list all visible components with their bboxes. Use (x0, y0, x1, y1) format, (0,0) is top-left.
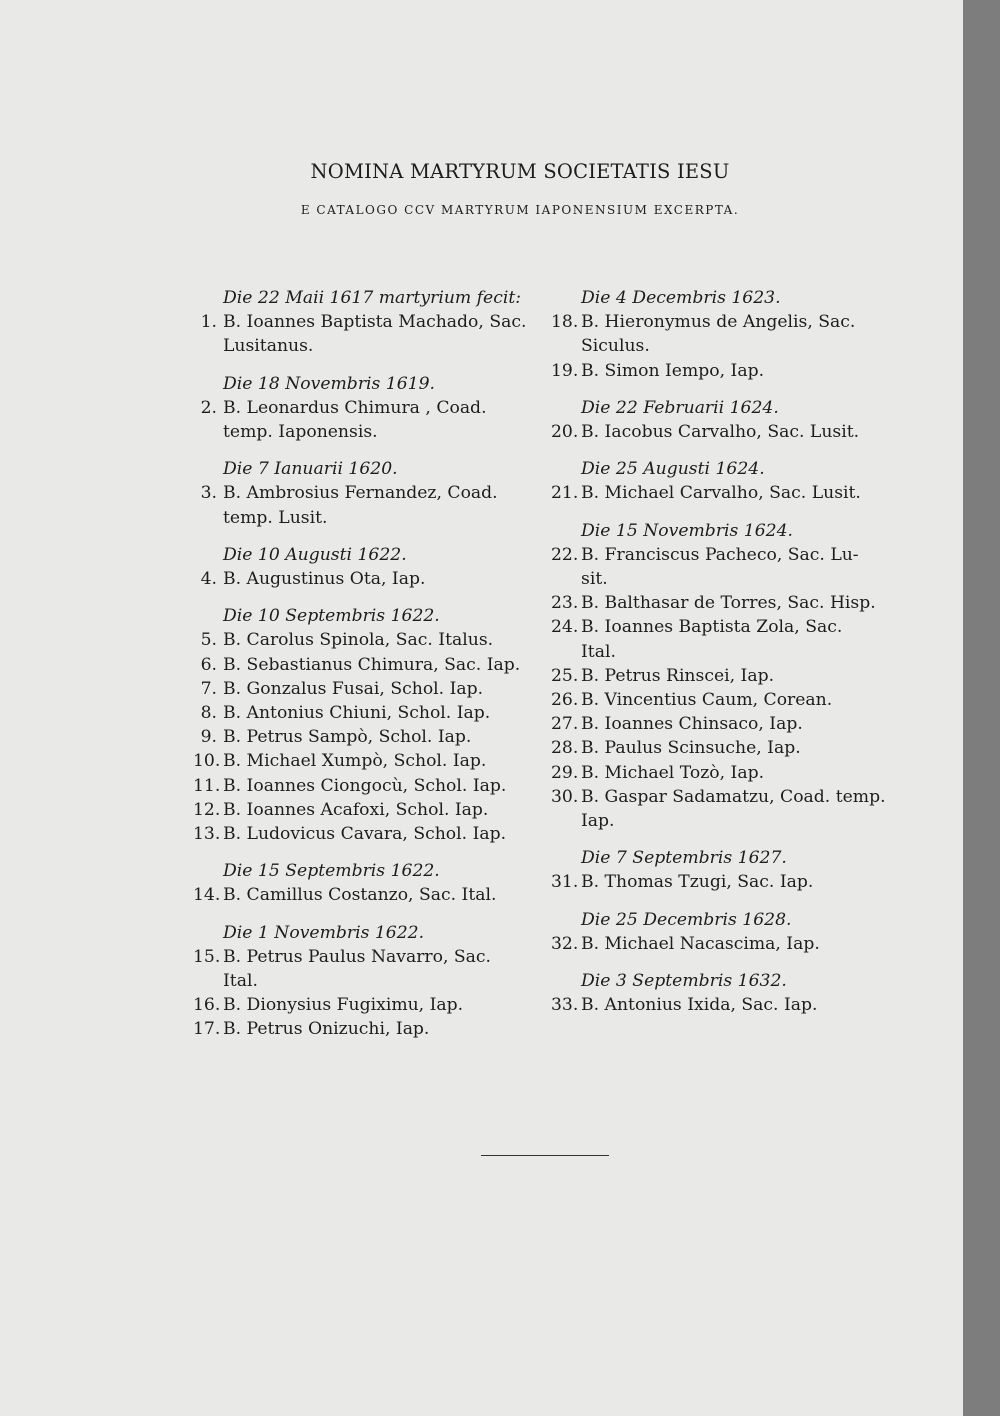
entry-continuation: Ital. (223, 971, 258, 992)
martyr-entry (193, 725, 533, 749)
martyr-entry (551, 932, 896, 956)
entry-name: B. Antonius Chiuni, Schol. Iap. (223, 703, 491, 724)
entry-name: B. Michael Carvalho, Sac. Lusit. (581, 483, 861, 504)
entry-number: 4. (200, 569, 217, 590)
martyr-entry (193, 822, 533, 846)
entry-number: 33. (551, 995, 579, 1016)
entry-name: B. Hieronymus de Angelis, Sac. (581, 312, 856, 333)
entry-number: 8. (200, 703, 217, 724)
date-heading: Die 10 Augusti 1622. (223, 544, 407, 565)
date-heading: Die 1 Novembris 1622. (223, 922, 425, 943)
entry-name: B. Augustinus Ota, Iap. (223, 569, 426, 590)
closing-rule (481, 1155, 609, 1156)
entry-number: 26. (551, 690, 579, 711)
martyr-entry (551, 761, 896, 785)
martyr-entry (551, 712, 896, 736)
entry-number: 2. (200, 397, 217, 418)
entry-name: B. Dionysius Fugiximu, Iap. (223, 995, 464, 1016)
entry-number: 14. (193, 885, 221, 906)
entry-name: B. Simon Iempo, Iap. (581, 360, 765, 381)
entry-number: 24. (551, 617, 579, 638)
martyr-entry (551, 870, 896, 894)
martyr-entry (551, 664, 896, 688)
martyr-entry (551, 993, 896, 1017)
entry-number: 13. (193, 824, 221, 845)
entry-continuation: Ital. (581, 641, 616, 662)
entry-number: 3. (200, 483, 217, 504)
entry-name: B. Gaspar Sadamatzu, Coad. temp. (581, 786, 886, 807)
entry-number: 12. (193, 799, 221, 820)
martyr-entry (193, 1017, 533, 1041)
entry-name: B. Michael Tozò, Iap. (581, 762, 765, 783)
entry-number: 21. (551, 483, 579, 504)
entry-name: B. Michael Xumpò, Schol. Iap. (223, 751, 487, 772)
martyr-entry (551, 359, 896, 383)
entry-number: 31. (551, 872, 579, 893)
martyr-entry (551, 615, 896, 639)
entry-number: 20. (551, 422, 579, 443)
right-column (551, 286, 896, 1017)
martyr-entry (193, 396, 533, 420)
left-column (193, 286, 533, 1042)
entry-number: 30. (551, 786, 579, 807)
entry-number: 32. (551, 933, 579, 954)
entry-number: 17. (193, 1019, 221, 1040)
entry-number: 7. (200, 678, 217, 699)
entry-name: B. Ambrosius Fernandez, Coad. (223, 483, 498, 504)
entry-name: B. Franciscus Pacheco, Sac. Lu- (581, 544, 859, 565)
entry-number: 5. (200, 630, 217, 651)
entry-number: 1. (200, 312, 217, 333)
entry-name: B. Petrus Sampò, Schol. Iap. (223, 727, 472, 748)
entry-name: B. Balthasar de Torres, Sac. Hisp. (581, 593, 876, 614)
entry-name: B. Ioannes Acafoxi, Schol. Iap. (223, 799, 489, 820)
date-heading: Die 7 Ianuarii 1620. (223, 459, 398, 480)
martyr-entry (193, 883, 533, 907)
page-subtitle: E CATALOGO CCV MARTYRUM IAPONENSIUM EXCERPTA. (300, 203, 740, 217)
entry-number: 15. (193, 946, 221, 967)
entry-name: B. Ioannes Ciongocù, Schol. Iap. (223, 775, 507, 796)
date-heading: Die 22 Maii 1617 martyrium fecit: (223, 288, 522, 308)
entry-name: B. Thomas Tzugi, Sac. Iap. (581, 872, 814, 893)
martyr-entry (551, 591, 896, 615)
date-heading: Die 25 Augusti 1624. (581, 459, 765, 480)
martyr-entry (193, 993, 533, 1017)
date-heading: Die 10 Septembris 1622. (223, 606, 440, 627)
entry-continuation: Iap. (581, 811, 615, 832)
martyr-entry (551, 736, 896, 760)
martyr-entry (551, 420, 896, 444)
entry-name: B. Antonius Ixida, Sac. Iap. (581, 995, 818, 1016)
entry-number: 6. (200, 654, 217, 675)
date-heading: Die 7 Septembris 1627. (581, 848, 787, 869)
entry-number: 23. (551, 593, 579, 614)
martyr-entry (551, 543, 896, 567)
entry-name: B. Ioannes Baptista Zola, Sac. (581, 617, 843, 638)
date-heading: Die 15 Novembris 1624. (581, 520, 794, 541)
entry-continuation: Lusitanus. (223, 336, 314, 357)
entry-number: 18. (551, 312, 579, 333)
entry-number: 11. (193, 775, 221, 796)
entry-name: B. Camillus Costanzo, Sac. Ital. (223, 885, 497, 906)
martyr-entry (551, 310, 896, 334)
entry-name: B. Vincentius Caum, Corean. (581, 690, 833, 711)
date-heading: Die 3 Septembris 1632. (581, 971, 787, 992)
martyr-entry (193, 701, 533, 725)
entry-name: B. Gonzalus Fusai, Schol. Iap. (223, 678, 484, 699)
entry-continuation: Siculus. (581, 336, 650, 357)
entry-name: B. Iacobus Carvalho, Sac. Lusit. (581, 422, 860, 443)
martyr-entry (193, 481, 533, 505)
entry-continuation: sit. (581, 569, 608, 590)
martyr-entry (193, 798, 533, 822)
martyr-entry (193, 653, 533, 677)
entry-number: 16. (193, 995, 221, 1016)
entry-name: B. Ioannes Baptista Machado, Sac. (223, 312, 527, 333)
martyr-entry (193, 749, 533, 773)
entry-number: 9. (200, 727, 217, 748)
entry-number: 22. (551, 544, 579, 565)
entry-name: B. Ludovicus Cavara, Schol. Iap. (223, 824, 507, 845)
entry-name: B. Petrus Rinscei, Iap. (581, 665, 775, 686)
entry-name: B. Ioannes Chinsaco, Iap. (581, 714, 803, 735)
martyr-entry (193, 677, 533, 701)
martyr-entry (193, 310, 533, 334)
entry-name: B. Petrus Paulus Navarro, Sac. (223, 946, 492, 967)
entry-name: B. Michael Nacascima, Iap. (581, 933, 820, 954)
martyr-entry (193, 628, 533, 652)
date-heading: Die 15 Septembris 1622. (223, 861, 440, 882)
page-title: NOMINA MARTYRUM SOCIETATIS IESU (310, 160, 730, 183)
entry-name: B. Carolus Spinola, Sac. Italus. (223, 630, 494, 651)
entry-number: 19. (551, 360, 579, 381)
martyr-entry (193, 774, 533, 798)
entry-number: 25. (551, 665, 579, 686)
entry-name: B. Paulus Scinsuche, Iap. (581, 738, 801, 759)
date-heading: Die 22 Februarii 1624. (581, 397, 779, 418)
entry-number: 29. (551, 762, 579, 783)
martyr-entry (551, 785, 896, 809)
date-heading: Die 4 Decembris 1623. (581, 288, 781, 308)
entry-name: B. Sebastianus Chimura, Sac. Iap. (223, 654, 521, 675)
martyr-entry (193, 945, 533, 969)
entry-number: 10. (193, 751, 221, 772)
entry-continuation: temp. Iaponensis. (223, 422, 378, 443)
entry-number: 27. (551, 714, 579, 735)
entry-continuation: temp. Lusit. (223, 507, 328, 528)
martyr-entry (193, 567, 533, 591)
scan-border (963, 0, 1000, 1416)
date-heading: Die 25 Decembris 1628. (581, 909, 792, 930)
martyr-entry (551, 481, 896, 505)
entry-name: B. Petrus Onizuchi, Iap. (223, 1019, 430, 1040)
entry-number: 28. (551, 738, 579, 759)
date-heading: Die 18 Novembris 1619. (223, 373, 436, 394)
entry-name: B. Leonardus Chimura , Coad. (223, 397, 487, 418)
martyr-entry (551, 688, 896, 712)
